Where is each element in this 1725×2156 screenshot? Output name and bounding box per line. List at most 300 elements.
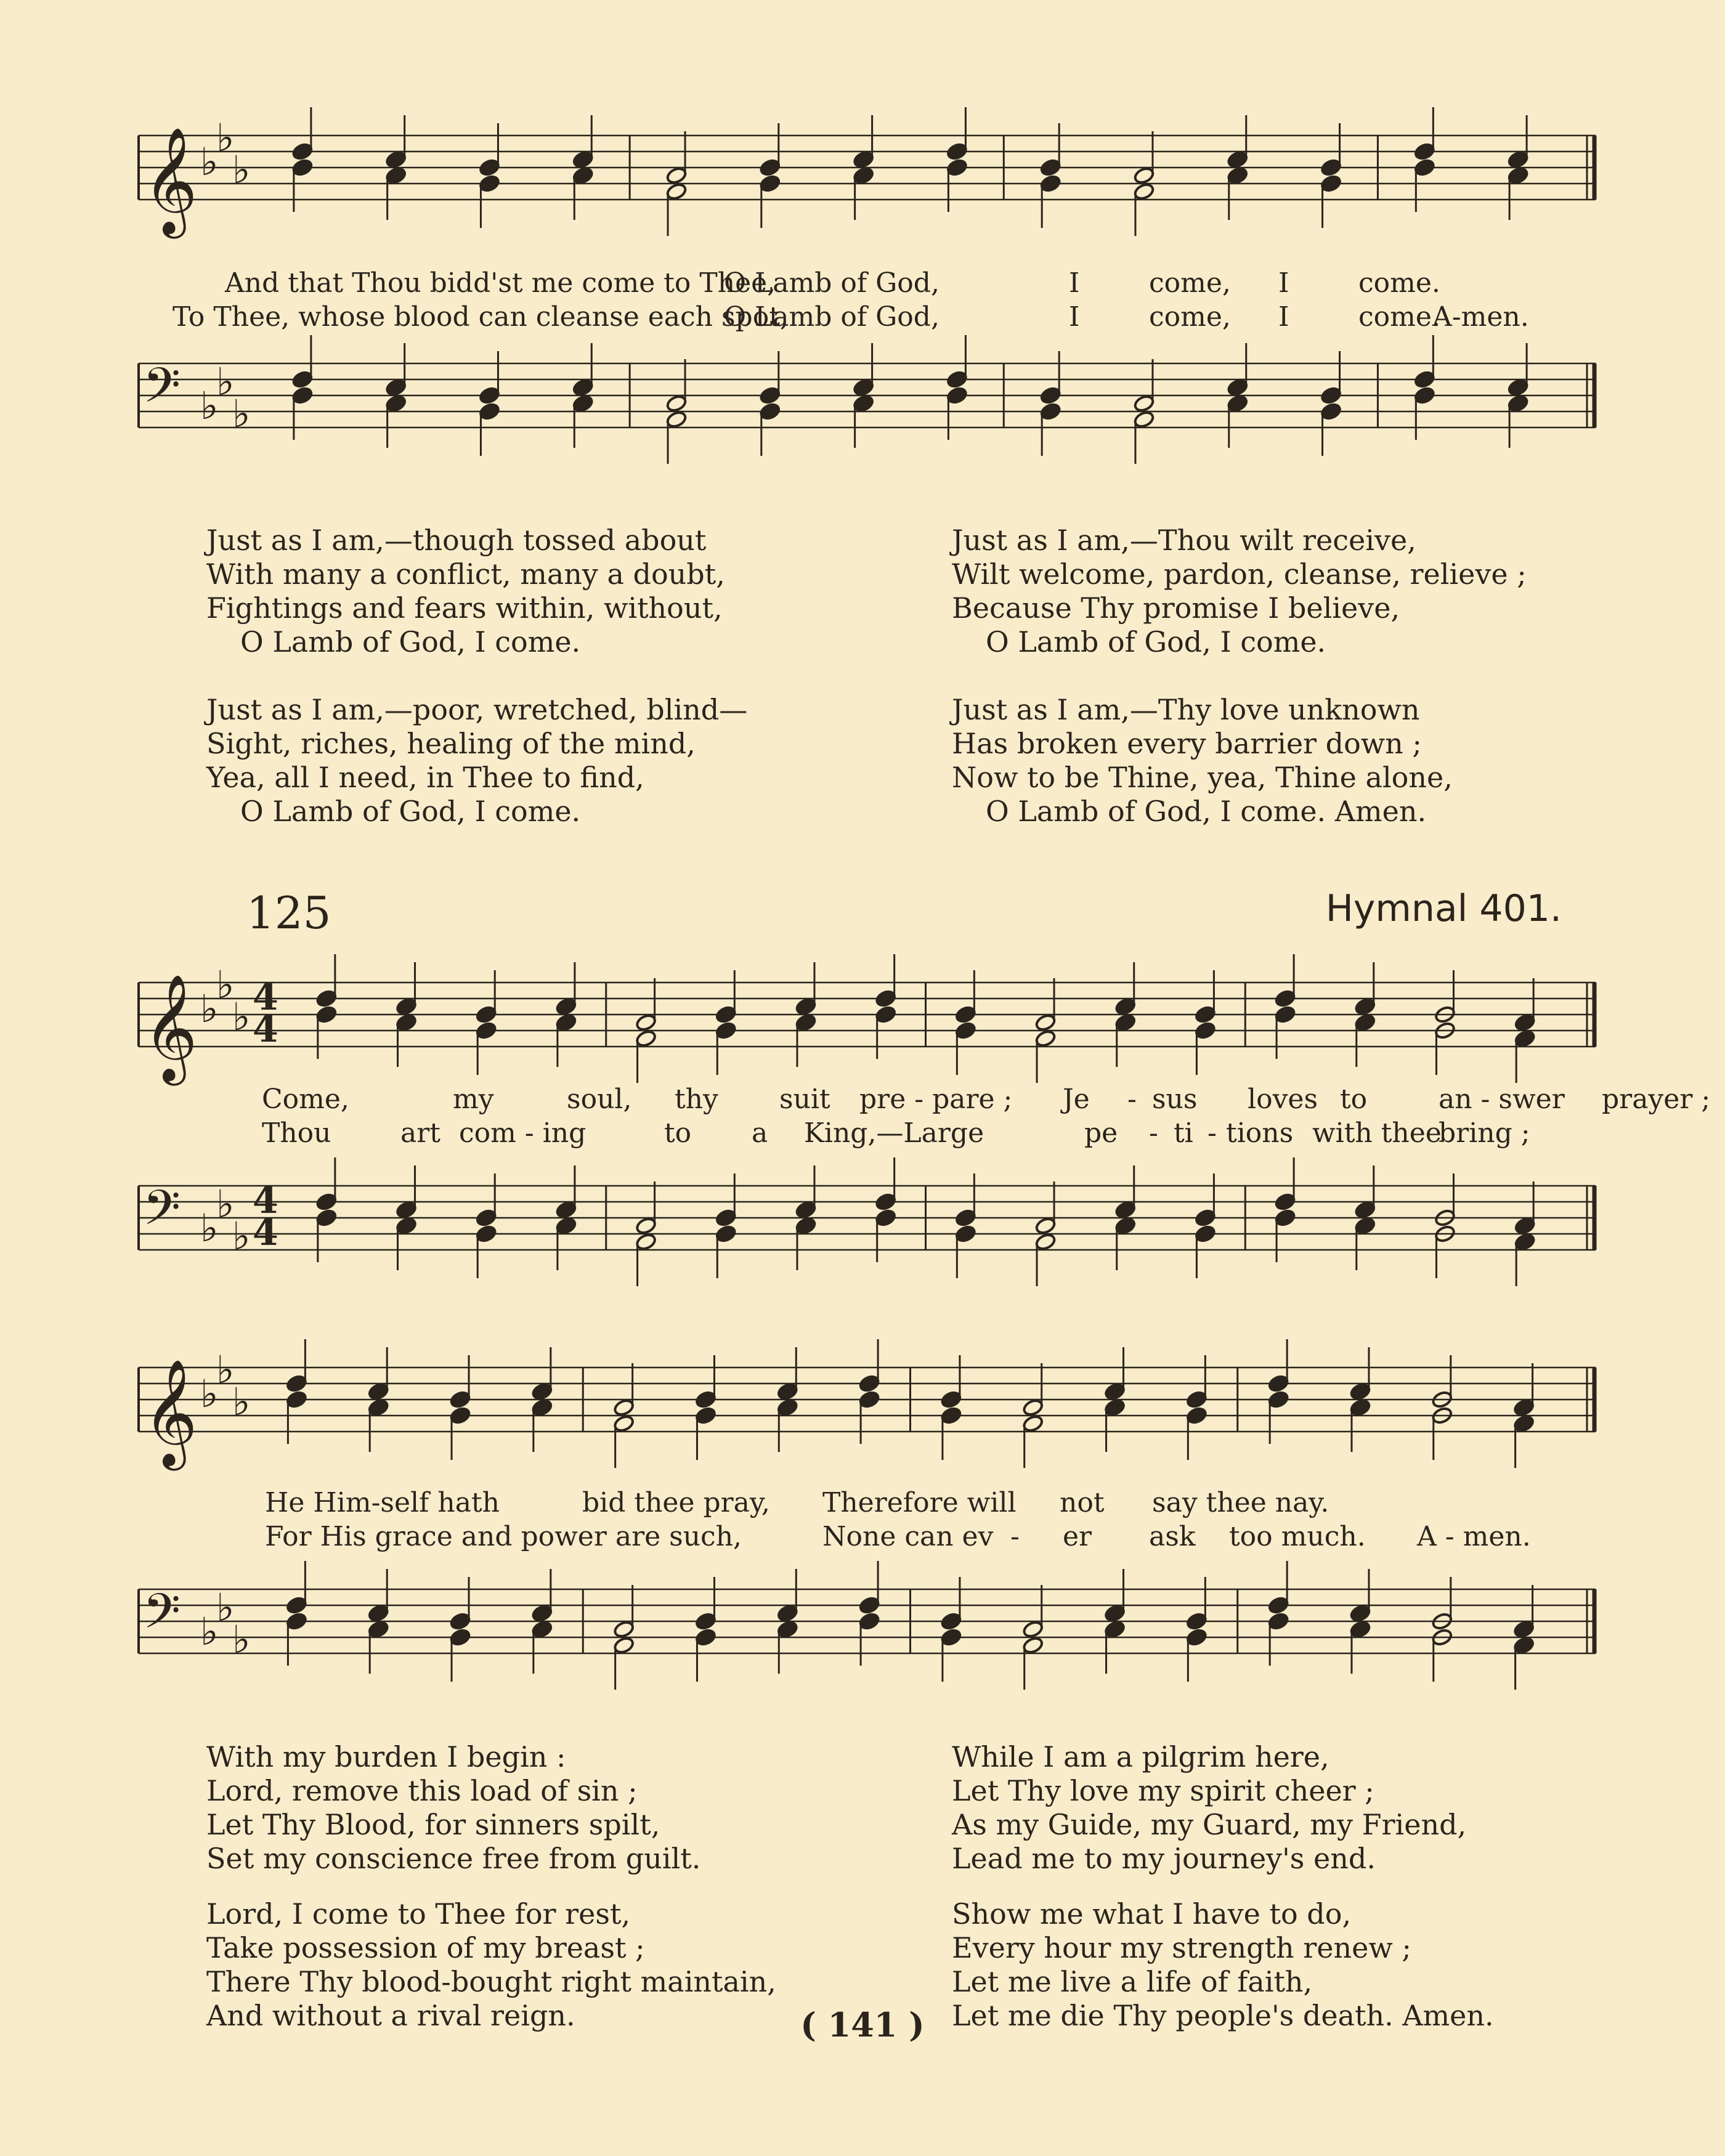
note-head	[1186, 1628, 1208, 1647]
lyric-syllable: I	[1069, 267, 1080, 299]
hymn-a-music	[123, 111, 1602, 493]
note-head	[665, 166, 688, 185]
hymn-a-treble-staff	[123, 111, 1602, 271]
flat-sign-icon: ♭	[200, 1206, 219, 1250]
note-head	[449, 1628, 471, 1647]
hymn-b-music-system-1	[123, 958, 1711, 1321]
flat-sign-icon: ♭	[200, 139, 219, 184]
note-head	[665, 182, 688, 201]
note-head	[946, 142, 968, 161]
hymn-a-stanza-2	[206, 524, 915, 659]
note-head	[635, 1233, 657, 1252]
lyric-syllable: I	[1278, 267, 1289, 299]
lyric-syllable: soul,	[567, 1084, 632, 1115]
note-head	[572, 378, 594, 397]
note-head	[613, 1414, 635, 1433]
note-head	[795, 997, 817, 1016]
flat-sign-icon: ♭	[232, 1617, 251, 1662]
note-head	[449, 1612, 471, 1631]
flat-sign-icon: ♭	[216, 115, 235, 160]
lyric-syllable: None can ev	[822, 1521, 994, 1552]
note-head	[1354, 1217, 1376, 1236]
flat-sign-icon: ♭	[216, 962, 235, 1007]
stanza-line: With my burden I begin :	[206, 1740, 566, 1773]
hymnal-reference: Hymnal 401.	[1325, 887, 1562, 930]
lyric-syllable: pe	[1084, 1117, 1118, 1149]
note-head	[1186, 1406, 1208, 1425]
hymn-a-stanza-3	[952, 524, 1660, 659]
note-head	[449, 1406, 471, 1425]
note-head	[1267, 1374, 1289, 1393]
stanza-line: Let me live a life of faith,	[952, 1965, 1313, 1998]
note-head	[759, 158, 781, 177]
lyric-syllable: suit	[779, 1084, 830, 1115]
note-head	[1514, 1013, 1536, 1032]
lyric-syllable: thy	[675, 1084, 718, 1115]
lyric-syllable: come.	[1358, 301, 1440, 333]
note-head	[940, 1628, 962, 1647]
note-head	[479, 402, 501, 421]
note-head	[291, 158, 314, 177]
stanza-line: Just as I am,—poor, wretched, blind—	[206, 693, 748, 726]
note-head	[1133, 166, 1155, 185]
stanza-line: Just as I am,—Thou wilt receive,	[952, 524, 1416, 557]
note-head	[531, 1382, 553, 1401]
lyric-syllable: ask	[1149, 1521, 1196, 1552]
lyric-syllable: -	[1149, 1117, 1158, 1149]
note-head	[1104, 1398, 1126, 1417]
note-head	[1034, 1013, 1057, 1032]
note-head	[1227, 150, 1249, 169]
note-head	[1195, 1225, 1217, 1244]
note-head	[759, 174, 781, 193]
note-head	[1034, 1233, 1057, 1252]
hymn-b-bass-staff-1	[123, 1161, 1602, 1309]
note-head	[875, 1193, 897, 1212]
lyric-syllable: Therefore will	[822, 1487, 1017, 1518]
note-head	[1320, 386, 1342, 405]
lyric-syllable: -	[1127, 1084, 1137, 1115]
note-head	[315, 1193, 338, 1212]
note-head	[479, 386, 501, 405]
flat-sign-icon: ♭	[216, 1181, 235, 1226]
note-head	[955, 1209, 977, 1228]
note-head	[385, 378, 407, 397]
note-head	[1513, 1620, 1535, 1639]
note-head	[1022, 1414, 1044, 1433]
note-head	[572, 150, 594, 169]
note-head	[946, 370, 968, 389]
lyric-syllable: tions	[1226, 1117, 1294, 1149]
note-head	[1274, 1209, 1296, 1228]
note-head	[291, 386, 314, 405]
note-head	[1039, 174, 1061, 193]
hymn-number: 125	[246, 887, 331, 939]
note-head	[555, 1013, 577, 1032]
note-head	[665, 394, 688, 413]
note-head	[695, 1612, 717, 1631]
lyric-syllable: too much.	[1229, 1521, 1366, 1552]
note-head	[1320, 158, 1342, 177]
note-head	[858, 1596, 880, 1615]
note-head	[635, 1217, 657, 1236]
staff-lines	[139, 983, 1596, 1047]
lyric-syllable: prayer ;	[1602, 1084, 1711, 1115]
note-head	[1414, 158, 1436, 177]
note-head	[1320, 402, 1342, 421]
hymn-b-stanza-3	[952, 1740, 1660, 1876]
note-head	[858, 1612, 880, 1631]
note-head	[475, 1021, 497, 1040]
note-head	[1267, 1612, 1289, 1631]
flat-sign-icon: ♭	[216, 359, 235, 404]
note-head	[1354, 997, 1376, 1016]
note-head	[795, 1013, 817, 1032]
note-head	[955, 1225, 977, 1244]
stanza-line: Just as I am,—Thy love unknown	[952, 693, 1420, 726]
note-head	[286, 1612, 308, 1631]
stanza-line: O Lamb of God, I come. Amen.	[986, 795, 1427, 828]
note-head	[286, 1390, 308, 1409]
flat-sign-icon: ♭	[232, 1214, 251, 1258]
treble-clef-icon: 𝄞	[143, 974, 198, 1081]
stanza-line: Every hour my strength renew ;	[952, 1931, 1411, 1964]
stanza-line: Lead me to my journey's end.	[952, 1842, 1376, 1875]
stanza-line: Take possession of my breast ;	[206, 1931, 645, 1964]
note-head	[1039, 386, 1061, 405]
lyric-syllable: with thee	[1312, 1117, 1442, 1149]
lyric-syllable: A - men.	[1417, 1521, 1531, 1552]
treble-clef-icon: 𝄞	[143, 127, 198, 234]
lyric-syllable: For His grace and power are such,	[265, 1521, 742, 1552]
lyric-syllable: To Thee, whose blood can cleanse each spot,	[172, 301, 789, 333]
note-head	[1133, 182, 1155, 201]
treble-clef-icon: 𝄞	[143, 1359, 198, 1466]
lyric-syllable: King,—Large	[804, 1117, 984, 1149]
lyric-syllable: com - ing	[459, 1117, 586, 1149]
note-head	[315, 1005, 338, 1024]
hymn-b-music-system-2	[123, 1343, 1602, 1712]
note-head	[1227, 394, 1249, 413]
note-head	[1104, 1604, 1126, 1623]
note-head	[613, 1636, 635, 1655]
note-head	[940, 1612, 962, 1631]
flat-sign-icon: ♭	[232, 391, 251, 436]
stanza-line: Wilt welcome, pardon, cleanse, relieve ;	[952, 557, 1527, 591]
bass-clef-icon: 𝄢	[143, 358, 181, 426]
stanza-line: Yea, all I need, in Thee to find,	[206, 761, 644, 794]
note-head	[1034, 1029, 1057, 1048]
lyric-syllable: a	[752, 1117, 768, 1149]
note-head	[1274, 989, 1296, 1008]
stanza-line: Let me die Thy people's death. Amen.	[952, 1999, 1494, 2032]
note-head	[1195, 1209, 1217, 1228]
lyric-syllable: I	[1278, 301, 1289, 333]
lyric-syllable: O Lamb of God,	[724, 267, 940, 299]
lyric-syllable: -	[1010, 1521, 1020, 1552]
flat-sign-icon: ♭	[200, 1609, 219, 1654]
note-head	[1514, 1029, 1536, 1048]
note-head	[875, 989, 897, 1008]
note-head	[1354, 1013, 1376, 1032]
note-head	[479, 174, 501, 193]
note-head	[475, 1005, 497, 1024]
note-head	[1349, 1398, 1371, 1417]
stanza-line: With many a conflict, many a doubt,	[206, 557, 725, 591]
stanza-line: Set my conscience free from guilt.	[206, 1842, 701, 1875]
note-head	[1104, 1620, 1126, 1639]
stanza-line: Lord, I come to Thee for rest,	[206, 1897, 631, 1931]
note-head	[1104, 1382, 1126, 1401]
note-head	[946, 158, 968, 177]
stanza-line: As my Guide, my Guard, my Friend,	[952, 1808, 1467, 1841]
lyric-syllable: -	[1208, 1117, 1217, 1149]
note-head	[1267, 1390, 1289, 1409]
note-head	[776, 1382, 798, 1401]
note-head	[396, 1013, 418, 1032]
note-head	[795, 1201, 817, 1220]
note-head	[315, 989, 338, 1008]
note-head	[1514, 1233, 1536, 1252]
note-head	[1022, 1620, 1044, 1639]
note-head	[385, 394, 407, 413]
flat-sign-icon: ♭	[200, 383, 219, 428]
hymn-b-bass-staff-2	[123, 1565, 1602, 1712]
note-head	[715, 1005, 737, 1024]
note-head	[759, 402, 781, 421]
note-head	[1034, 1217, 1057, 1236]
note-head	[475, 1225, 497, 1244]
page-number: ( 141 )	[800, 2005, 925, 2045]
note-head	[1186, 1612, 1208, 1631]
note-head	[555, 1217, 577, 1236]
note-head	[1022, 1398, 1044, 1417]
note-head	[291, 142, 314, 161]
note-head	[1507, 378, 1529, 397]
note-head	[1513, 1636, 1535, 1655]
flat-sign-icon: ♭	[232, 147, 251, 192]
note-head	[1195, 1021, 1217, 1040]
note-head	[1114, 1217, 1137, 1236]
note-head	[555, 1201, 577, 1220]
staff-lines	[139, 1186, 1596, 1250]
note-head	[1414, 370, 1436, 389]
lyric-syllable: bring ;	[1439, 1117, 1530, 1149]
note-head	[531, 1604, 553, 1623]
lyric-syllable: my	[453, 1084, 494, 1115]
lyric-syllable: to	[664, 1117, 692, 1149]
flat-sign-icon: ♭	[200, 986, 219, 1031]
note-head	[1114, 997, 1137, 1016]
hymn-b-treble-staff-2	[123, 1343, 1602, 1491]
lyric-syllable: art	[400, 1117, 440, 1149]
note-head	[875, 1209, 897, 1228]
stanza-line: Now to be Thine, yea, Thine alone,	[952, 761, 1453, 794]
note-head	[1274, 1193, 1296, 1212]
note-head	[635, 1013, 657, 1032]
flat-sign-icon: ♭	[216, 1347, 235, 1392]
note-head	[1195, 1005, 1217, 1024]
note-head	[853, 394, 875, 413]
stanza-line: O Lamb of God, I come.	[986, 625, 1326, 659]
lyric-syllable: ti	[1174, 1117, 1193, 1149]
stanza-line: O Lamb of God, I come.	[240, 625, 581, 659]
note-head	[385, 150, 407, 169]
note-head	[715, 1225, 737, 1244]
note-head	[1514, 1217, 1536, 1236]
lyric-syllable: Je	[1063, 1084, 1090, 1115]
note-head	[1513, 1414, 1535, 1433]
note-head	[853, 150, 875, 169]
lyric-syllable: not	[1060, 1487, 1105, 1518]
hymn-b-lyric-line-1	[123, 1081, 1711, 1118]
lyric-syllable: say thee nay.	[1152, 1487, 1329, 1518]
note-head	[1186, 1390, 1208, 1409]
hymn-b-lyric-line-3	[123, 1485, 1602, 1522]
note-head	[1414, 142, 1436, 161]
note-head	[315, 1209, 338, 1228]
hymn-a-lyric-line-1	[123, 265, 1602, 302]
note-head	[955, 1005, 977, 1024]
note-head	[858, 1390, 880, 1409]
note-head	[555, 997, 577, 1016]
note-head	[1022, 1636, 1044, 1655]
stanza-line: Show me what I have to do,	[952, 1897, 1352, 1931]
lyric-syllable: loves	[1248, 1084, 1318, 1115]
stanza-line: Has broken every barrier down ;	[952, 727, 1422, 760]
flat-sign-icon: ♭	[232, 1379, 251, 1424]
note-head	[1354, 1201, 1376, 1220]
lyric-syllable: Thou	[262, 1117, 331, 1149]
note-head	[955, 1021, 977, 1040]
bass-clef-icon: 𝄢	[143, 1180, 181, 1248]
note-head	[286, 1374, 308, 1393]
stanza-line: Fightings and fears within, without,	[206, 591, 723, 625]
lyric-syllable: And that Thou bidd'st me come to Thee,	[225, 267, 776, 299]
stanza-line: Let Thy love my spirit cheer ;	[952, 1774, 1374, 1807]
stanza-line: Just as I am,—though tossed about	[206, 524, 707, 557]
stanza-line: There Thy blood-bought right maintain,	[206, 1965, 776, 1998]
time-signature-digit: 4	[253, 976, 278, 1019]
lyric-syllable: He Him-self hath	[265, 1487, 500, 1518]
time-signature-digit: 4	[253, 1179, 278, 1223]
note-head	[1133, 394, 1155, 413]
note-head	[291, 370, 314, 389]
note-head	[695, 1406, 717, 1425]
note-head	[286, 1596, 308, 1615]
time-signature-digit: 4	[253, 1008, 278, 1052]
note-head	[853, 166, 875, 185]
lyric-syllable: to	[1340, 1084, 1368, 1115]
note-head	[946, 386, 968, 405]
note-head	[1414, 386, 1436, 405]
note-head	[1507, 166, 1529, 185]
hymn-b-lyric-line-2	[123, 1115, 1602, 1152]
stanza-line: While I am a pilgrim here,	[952, 1740, 1329, 1773]
note-head	[759, 386, 781, 405]
hymn-a-bass-staff	[123, 339, 1602, 493]
note-head	[449, 1390, 471, 1409]
note-head	[1513, 1398, 1535, 1417]
stanza-line: Lord, remove this load of sin ;	[206, 1774, 638, 1807]
note-head	[1227, 378, 1249, 397]
note-head	[940, 1406, 962, 1425]
stanza-line: Because Thy promise I believe,	[952, 591, 1400, 625]
hymn-a-lyric-line-2	[123, 299, 1602, 336]
note-head	[1274, 1005, 1296, 1024]
note-head	[776, 1398, 798, 1417]
hymn-a-stanza-4	[206, 693, 915, 829]
lyric-syllable: er	[1063, 1521, 1092, 1552]
note-head	[396, 1201, 418, 1220]
bass-clef-icon: 𝄢	[143, 1584, 181, 1651]
note-head	[367, 1620, 389, 1639]
stanza-line: Sight, riches, healing of the mind,	[206, 727, 696, 760]
note-head	[1267, 1596, 1289, 1615]
note-head	[715, 1021, 737, 1040]
note-head	[613, 1398, 635, 1417]
lyric-syllable: O Lamb of God,	[724, 301, 940, 333]
note-head	[776, 1604, 798, 1623]
stanza-line: O Lamb of God, I come.	[240, 795, 581, 828]
note-head	[613, 1620, 635, 1639]
note-head	[367, 1382, 389, 1401]
note-head	[853, 378, 875, 397]
note-head	[385, 166, 407, 185]
lyric-syllable: A-men.	[1432, 301, 1529, 333]
hymn-a-stanza-5	[952, 693, 1660, 829]
note-head	[1227, 166, 1249, 185]
note-head	[531, 1398, 553, 1417]
note-head	[1039, 402, 1061, 421]
note-head	[695, 1628, 717, 1647]
note-head	[531, 1620, 553, 1639]
note-head	[776, 1620, 798, 1639]
hymn-b-stanza-2	[206, 1740, 915, 1876]
note-head	[396, 997, 418, 1016]
note-head	[940, 1390, 962, 1409]
note-head	[572, 166, 594, 185]
stanza-line: Let Thy Blood, for sinners spilt,	[206, 1808, 660, 1841]
lyric-syllable: I	[1069, 301, 1080, 333]
note-head	[396, 1217, 418, 1236]
note-head	[665, 410, 688, 429]
stanza-line: And without a rival reign.	[206, 1999, 575, 2032]
note-head	[1507, 150, 1529, 169]
note-head	[1133, 410, 1155, 429]
note-head	[1320, 174, 1342, 193]
note-head	[1349, 1620, 1371, 1639]
note-head	[715, 1209, 737, 1228]
note-head	[1114, 1013, 1137, 1032]
lyric-syllable: sus	[1152, 1084, 1198, 1115]
note-head	[875, 1005, 897, 1024]
note-head	[1507, 394, 1529, 413]
note-head	[858, 1374, 880, 1393]
hymn-b-lyric-line-4	[123, 1518, 1602, 1555]
lyric-syllable: pre - pare ;	[859, 1084, 1013, 1115]
note-head	[1349, 1604, 1371, 1623]
time-signature-digit: 4	[253, 1211, 278, 1255]
flat-sign-icon: ♭	[216, 1585, 235, 1630]
lyric-syllable: come,	[1149, 267, 1231, 299]
flat-sign-icon: ♭	[200, 1371, 219, 1416]
lyric-syllable: bid thee pray,	[582, 1487, 770, 1518]
flat-sign-icon: ♭	[232, 994, 251, 1039]
note-head	[1039, 158, 1061, 177]
lyric-syllable: come.	[1358, 267, 1440, 299]
lyric-syllable: Come,	[262, 1084, 349, 1115]
